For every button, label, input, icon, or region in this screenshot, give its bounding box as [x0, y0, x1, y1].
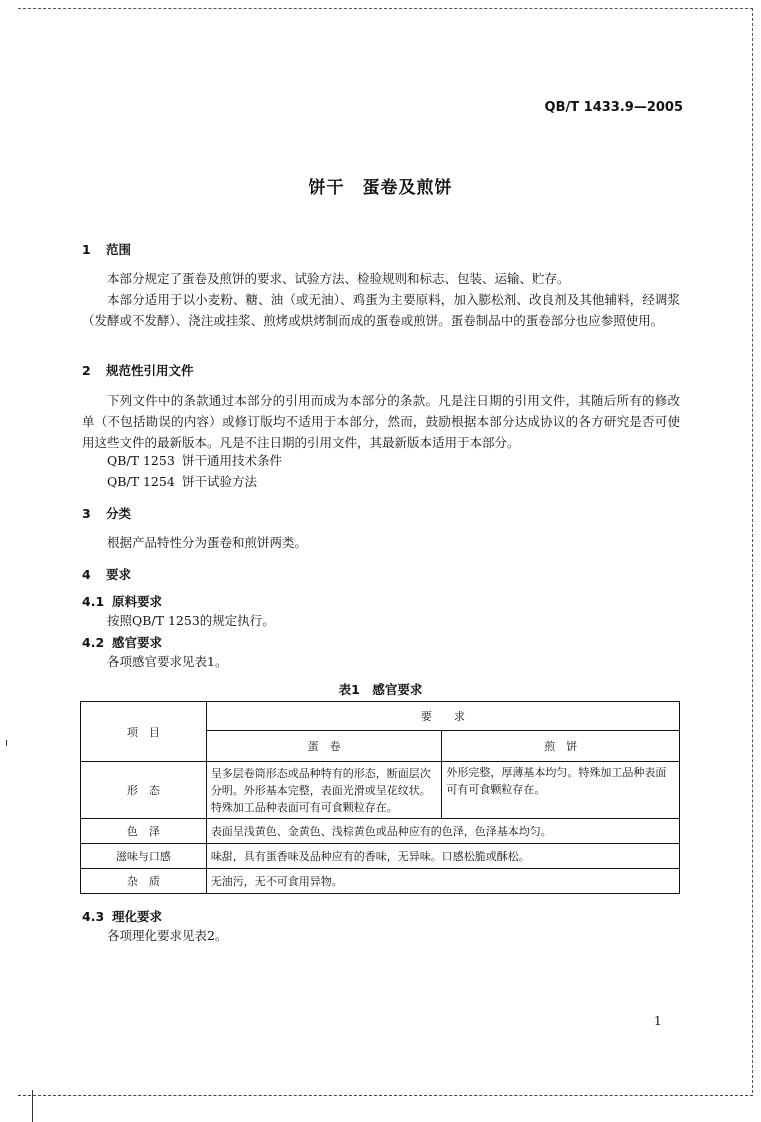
- reference-name: 饼干试验方法: [182, 474, 258, 489]
- section-4-3-text: 各项理化要求见表2。: [107, 928, 228, 943]
- row-label: 形 态: [81, 762, 207, 819]
- section-title: 原料要求: [112, 594, 163, 609]
- cell-egg-roll: 呈多层卷筒形态或品种特有的形态，断面层次分明。外形基本完整，表面光滑或呈花纹状。特殊加工品种表面可有可食颗粒存在。: [206, 762, 442, 819]
- section-4-2-text: 各项感官要求见表1。: [107, 654, 228, 669]
- scan-mark: [6, 740, 7, 746]
- sensory-requirements-table: [80, 701, 680, 894]
- section-title: 范围: [106, 242, 132, 257]
- section-1-paragraph-2: 本部分适用于以小麦粉、糖、油（或无油）、鸡蛋为主要原料，加入膨松剂、改良剂及其他辅料，经调浆（发酵或不发酵）、浇注或挂浆、煎烤或烘烤制而成的蛋卷或煎饼。蛋卷制品中的蛋卷部分也应参照使用。: [82, 292, 680, 328]
- header-egg-roll: 蛋 卷: [206, 731, 442, 762]
- page-number: 1: [654, 1014, 662, 1028]
- section-2-paragraph: 下列文件中的条款通过本部分的引用而成为本部分的条款。凡是注日期的引用文件，其随后所有的修改单（不包括勘误的内容）或修订版均不适用于本部分，然而，鼓励根据本部分达成协议的各方研究是否可使用这些文件的最新版本。凡是不注日期的引用文件，其最新版本适用于本部分。: [82, 393, 680, 450]
- cell-pancake: 外形完整，厚薄基本均匀。特殊加工品种表面可有可食颗粒存在。: [442, 762, 680, 819]
- cell-merged: 无油污，无不可食用异物。: [206, 869, 679, 894]
- header-requirements: 要 求: [206, 702, 679, 731]
- section-4-3-heading: [82, 907, 162, 925]
- section-title: 规范性引用文件: [106, 363, 194, 378]
- section-number: 3: [82, 506, 91, 521]
- scan-border-top: [18, 8, 753, 9]
- row-label: 滋味与口感: [81, 844, 207, 869]
- header-pancake: 煎 饼: [442, 731, 680, 762]
- reference-name: 饼干通用技术条件: [182, 453, 283, 468]
- reference-item: [107, 451, 282, 469]
- section-title: 感官要求: [112, 635, 163, 650]
- section-3-paragraph: 根据产品特性分为蛋卷和煎饼两类。: [107, 535, 308, 550]
- section-4-2-heading: [82, 633, 162, 651]
- standard-code: QB/T 1433.9—2005: [544, 100, 683, 115]
- table-caption: 表1 感官要求: [338, 682, 423, 697]
- section-title: 分类: [106, 506, 132, 521]
- row-label: 杂 质: [81, 869, 207, 894]
- section-number: 2: [82, 363, 91, 378]
- section-number: 4.1: [82, 594, 105, 609]
- section-4-1-heading: [82, 592, 162, 610]
- section-4-heading: [82, 565, 131, 583]
- section-title: 要求: [106, 567, 132, 582]
- header-item: 项 目: [81, 702, 207, 762]
- page-title: 饼干 蛋卷及煎饼: [308, 178, 453, 198]
- section-3-heading: [82, 504, 131, 522]
- row-label: 色 泽: [81, 819, 207, 844]
- section-number: 4.3: [82, 909, 105, 924]
- section-1-paragraph-1: 本部分规定了蛋卷及煎饼的要求、试验方法、检验规则和标志、包装、运输、贮存。: [107, 271, 570, 286]
- cell-merged: 味甜，具有蛋香味及品种应有的香味，无异味。口感松脆或酥松。: [206, 844, 679, 869]
- scan-border-bottom: [18, 1095, 753, 1096]
- section-number: 1: [82, 242, 91, 257]
- section-number: 4.2: [82, 635, 105, 650]
- section-2-heading: [82, 361, 194, 379]
- section-4-1-text: 按照QB/T 1253的规定执行。: [107, 613, 275, 628]
- reference-code: QB/T 1254: [107, 474, 175, 489]
- section-title: 理化要求: [112, 909, 163, 924]
- reference-item: [107, 472, 257, 490]
- scan-mark: [32, 1090, 33, 1122]
- section-number: 4: [82, 567, 91, 582]
- section-1-heading: [82, 240, 131, 258]
- scan-border-right: [752, 8, 753, 1093]
- cell-merged: 表面呈浅黄色、金黄色、浅棕黄色或品种应有的色泽，色泽基本均匀。: [206, 819, 679, 844]
- reference-code: QB/T 1253: [107, 453, 175, 468]
